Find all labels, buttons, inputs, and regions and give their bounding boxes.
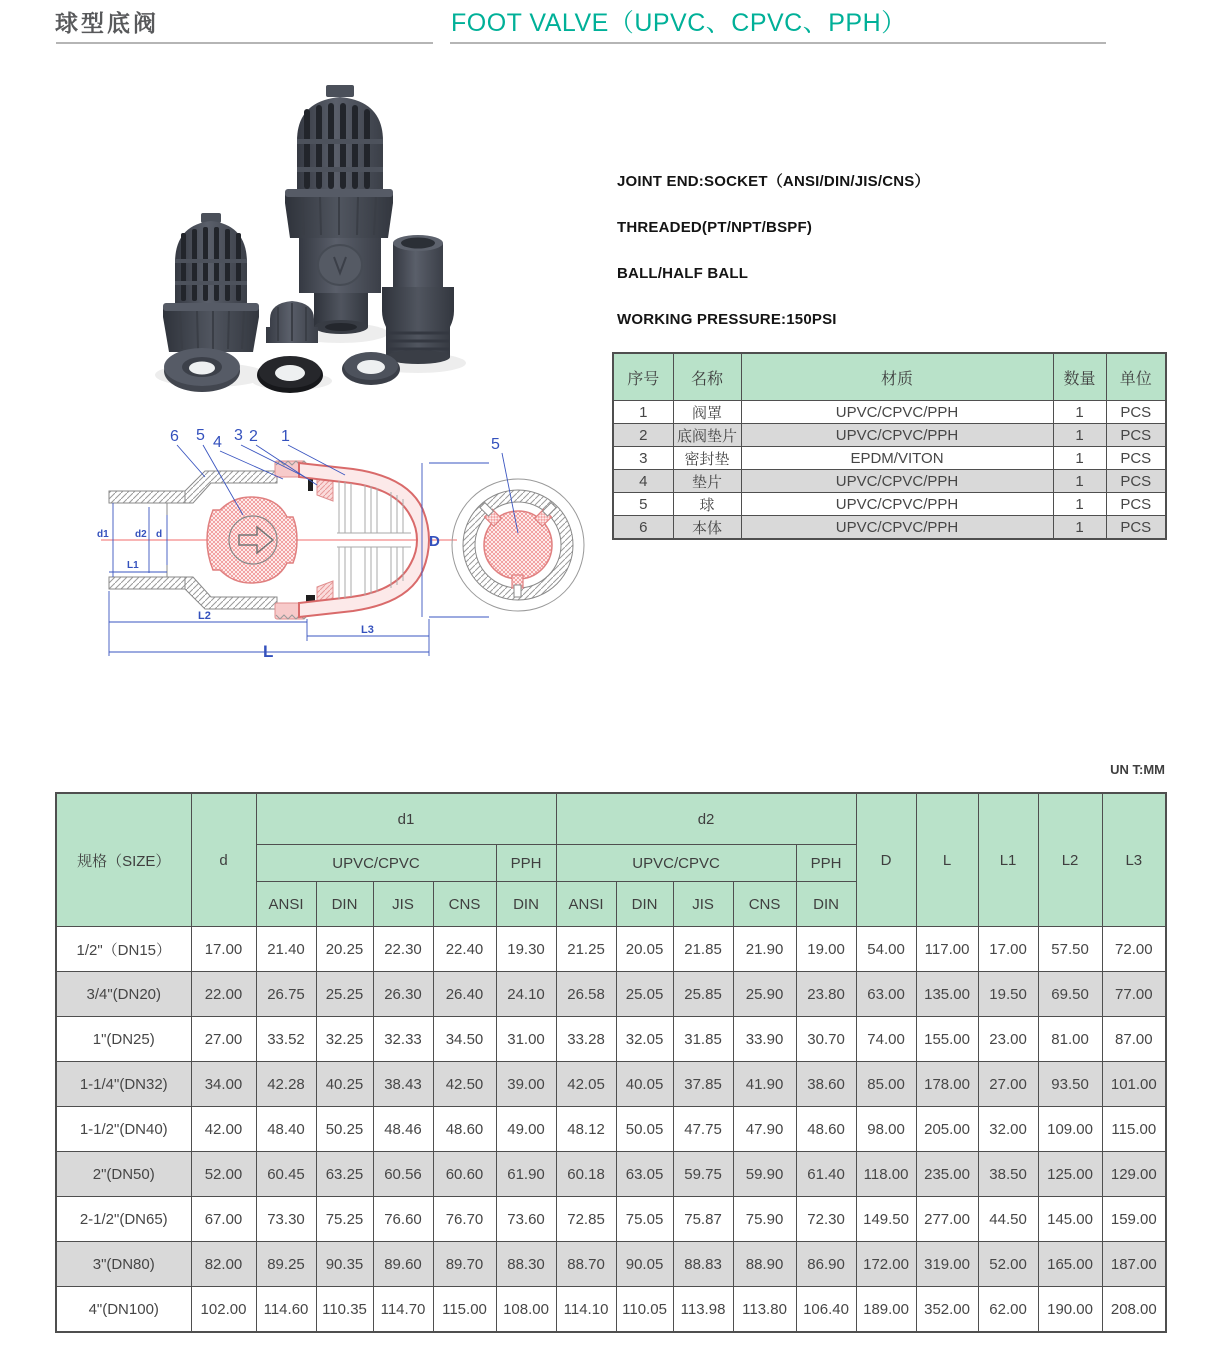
- photo-cap: [266, 301, 318, 343]
- parts-row-label: 3: [613, 447, 673, 470]
- drawing-cross-section: [97, 427, 489, 661]
- dimension-cell: 165.00: [1038, 1242, 1102, 1287]
- dimension-cell: 98.00: [856, 1107, 916, 1152]
- dimension-row-label: 2"(DN50): [56, 1152, 191, 1197]
- dimension-cell: 48.12: [556, 1107, 616, 1152]
- dimension-cell: 23.80: [796, 972, 856, 1017]
- dimension-cell: 352.00: [916, 1287, 978, 1333]
- dimension-table-row: [56, 1197, 1166, 1242]
- dim-header-standard: DIN: [616, 882, 673, 927]
- dimension-table: [55, 792, 1167, 1333]
- dimension-cell: 27.00: [978, 1062, 1038, 1107]
- header-divider-left: [56, 42, 433, 44]
- parts-header-qty: 数量: [1053, 353, 1106, 401]
- parts-cell: PCS: [1106, 424, 1166, 447]
- parts-row-label: 6: [613, 516, 673, 540]
- parts-row-label: 1: [613, 401, 673, 424]
- dimension-cell: 60.60: [433, 1152, 496, 1197]
- dim-header-d: d: [191, 793, 256, 927]
- dimension-cell: 34.50: [433, 1017, 496, 1062]
- parts-header-unit: 单位: [1106, 353, 1166, 401]
- dimension-cell: 34.00: [191, 1062, 256, 1107]
- dimension-cell: 48.40: [256, 1107, 316, 1152]
- dimension-cell: 32.05: [616, 1017, 673, 1062]
- parts-table-row: [613, 493, 1166, 516]
- dimension-cell: 54.00: [856, 927, 916, 972]
- dimension-cell: 19.50: [978, 972, 1038, 1017]
- dimension-cell: 75.05: [616, 1197, 673, 1242]
- dimension-cell: 31.85: [673, 1017, 733, 1062]
- parts-header-no: 序号: [613, 353, 673, 401]
- dim-header-standard: DIN: [796, 882, 856, 927]
- dim-label-d: d: [156, 529, 163, 540]
- dimension-table-row: [56, 1107, 1166, 1152]
- dimension-cell: 277.00: [916, 1197, 978, 1242]
- dimension-cell: 113.98: [673, 1287, 733, 1333]
- dim-header-d2-pph: PPH: [796, 845, 856, 882]
- dimension-cell: 76.70: [433, 1197, 496, 1242]
- dimension-cell: 89.70: [433, 1242, 496, 1287]
- dimension-cell: 109.00: [1038, 1107, 1102, 1152]
- parts-cell: 1: [1053, 516, 1106, 540]
- dimension-cell: 59.90: [733, 1152, 796, 1197]
- parts-cell: 1: [1053, 401, 1106, 424]
- dimension-cell: 88.30: [496, 1242, 556, 1287]
- dimension-cell: 125.00: [1038, 1152, 1102, 1197]
- photo-gasket-black-ring: [257, 356, 323, 393]
- parts-cell: 1: [1053, 470, 1106, 493]
- parts-cell: UPVC/CPVC/PPH: [741, 493, 1053, 516]
- dimension-cell: 114.70: [373, 1287, 433, 1333]
- dimension-cell: 41.90: [733, 1062, 796, 1107]
- dimension-cell: 50.05: [616, 1107, 673, 1152]
- dimension-cell: 159.00: [1102, 1197, 1166, 1242]
- dimension-cell: 110.35: [316, 1287, 373, 1333]
- parts-cell: EPDM/VITON: [741, 447, 1053, 470]
- dim-header-d1-pph: PPH: [496, 845, 556, 882]
- parts-cell: 垫片: [673, 470, 741, 493]
- dimension-cell: 75.90: [733, 1197, 796, 1242]
- dim-header-standard: DIN: [496, 882, 556, 927]
- dimension-cell: 205.00: [916, 1107, 978, 1152]
- dimension-cell: 85.00: [856, 1062, 916, 1107]
- parts-cell: PCS: [1106, 470, 1166, 493]
- dim-header-group-d2: d2: [556, 793, 856, 845]
- parts-table-header: [613, 353, 1166, 401]
- dimension-cell: 67.00: [191, 1197, 256, 1242]
- parts-cell: PCS: [1106, 447, 1166, 470]
- dimension-cell: 48.60: [433, 1107, 496, 1152]
- dim-header-standard: CNS: [433, 882, 496, 927]
- dim-header-group-d1: d1: [256, 793, 556, 845]
- dimension-cell: 21.90: [733, 927, 796, 972]
- dimension-cell: 90.05: [616, 1242, 673, 1287]
- dimension-cell: 88.70: [556, 1242, 616, 1287]
- part-label-6: 6: [170, 428, 179, 445]
- parts-header-material: 材质: [741, 353, 1053, 401]
- dimension-cell: 72.00: [1102, 927, 1166, 972]
- dimension-table-row: [56, 927, 1166, 972]
- dimension-cell: 47.75: [673, 1107, 733, 1152]
- parts-cell: 1: [1053, 447, 1106, 470]
- dimension-cell: 26.75: [256, 972, 316, 1017]
- dimension-cell: 110.05: [616, 1287, 673, 1333]
- dimension-cell: 208.00: [1102, 1287, 1166, 1333]
- dimension-cell: 21.25: [556, 927, 616, 972]
- dimension-cell: 38.43: [373, 1062, 433, 1107]
- dim-header-standard: JIS: [673, 882, 733, 927]
- spec-text-block: [617, 172, 1157, 356]
- dimension-cell: 178.00: [916, 1062, 978, 1107]
- dim-header-standard: JIS: [373, 882, 433, 927]
- dimension-cell: 33.90: [733, 1017, 796, 1062]
- dimension-cell: 81.00: [1038, 1017, 1102, 1062]
- dim-label-d2: d2: [135, 529, 147, 540]
- dimension-cell: 172.00: [856, 1242, 916, 1287]
- dim-header-D: D: [856, 793, 916, 927]
- parts-header-name: 名称: [673, 353, 741, 401]
- dim-header-standard: DIN: [316, 882, 373, 927]
- dim-header-standard: CNS: [733, 882, 796, 927]
- dimension-cell: 38.60: [796, 1062, 856, 1107]
- dimension-cell: 20.05: [616, 927, 673, 972]
- parts-cell: UPVC/CPVC/PPH: [741, 470, 1053, 493]
- dim-label-L3: L3: [361, 624, 374, 636]
- dimension-cell: 22.30: [373, 927, 433, 972]
- dimension-cell: 49.00: [496, 1107, 556, 1152]
- dimension-cell: 90.35: [316, 1242, 373, 1287]
- dimension-row-label: 1-1/4"(DN32): [56, 1062, 191, 1107]
- dimension-cell: 115.00: [1102, 1107, 1166, 1152]
- photo-gasket-disc: [164, 348, 240, 392]
- dimension-table-row: [56, 1152, 1166, 1197]
- dimension-cell: 60.56: [373, 1152, 433, 1197]
- dimension-cell: 24.10: [496, 972, 556, 1017]
- dimension-cell: 145.00: [1038, 1197, 1102, 1242]
- dim-header-standard: ANSI: [256, 882, 316, 927]
- dimension-table-row: [56, 1242, 1166, 1287]
- dimension-cell: 108.00: [496, 1287, 556, 1333]
- parts-row-label: 2: [613, 424, 673, 447]
- photo-gasket-gray-ring: [342, 352, 400, 385]
- dimension-cell: 101.00: [1102, 1062, 1166, 1107]
- part-label-2: 2: [249, 428, 258, 445]
- dim-label-D: D: [429, 533, 440, 550]
- dimension-cell: 117.00: [916, 927, 978, 972]
- technical-drawing: [55, 415, 605, 665]
- dimension-cell: 61.40: [796, 1152, 856, 1197]
- parts-cell: UPVC/CPVC/PPH: [741, 516, 1053, 540]
- dimension-cell: 37.85: [673, 1062, 733, 1107]
- dimension-cell: 106.40: [796, 1287, 856, 1333]
- dimension-cell: 60.45: [256, 1152, 316, 1197]
- dimension-cell: 21.40: [256, 927, 316, 972]
- dimension-cell: 93.50: [1038, 1062, 1102, 1107]
- dimension-cell: 189.00: [856, 1287, 916, 1333]
- dimension-cell: 114.60: [256, 1287, 316, 1333]
- page-title-zh: 球型底阀: [55, 10, 159, 36]
- spec-line-joint-end: JOINT END:SOCKET（ANSI/DIN/JIS/CNS）: [617, 173, 930, 190]
- dimension-cell: 17.00: [978, 927, 1038, 972]
- dim-header-L2: L2: [1038, 793, 1102, 927]
- parts-row-label: 5: [613, 493, 673, 516]
- dimension-cell: 26.30: [373, 972, 433, 1017]
- dimension-cell: 319.00: [916, 1242, 978, 1287]
- dimension-cell: 72.30: [796, 1197, 856, 1242]
- dim-header-L: L: [916, 793, 978, 927]
- spec-line-working-pressure: WORKING PRESSURE:150PSI: [617, 311, 837, 328]
- dimension-cell: 31.00: [496, 1017, 556, 1062]
- end-view-part-label-5: 5: [491, 436, 500, 453]
- spec-line-threaded: THREADED(PT/NPT/BSPF): [617, 219, 813, 236]
- parts-table-body: [613, 401, 1166, 540]
- dimension-cell: 74.00: [856, 1017, 916, 1062]
- page-title-en: FOOT VALVE（UPVC、CPVC、PPH）: [451, 9, 907, 37]
- dim-label-L1: L1: [127, 560, 139, 571]
- dimension-cell: 22.40: [433, 927, 496, 972]
- dimension-cell: 88.90: [733, 1242, 796, 1287]
- parts-cell: 本体: [673, 516, 741, 540]
- dimension-table-row: [56, 1062, 1166, 1107]
- photo-socket-adapter: [382, 235, 454, 364]
- dimension-cell: 129.00: [1102, 1152, 1166, 1197]
- dimension-cell: 63.00: [856, 972, 916, 1017]
- dimension-cell: 89.25: [256, 1242, 316, 1287]
- parts-cell: UPVC/CPVC/PPH: [741, 424, 1053, 447]
- dimension-cell: 73.30: [256, 1197, 316, 1242]
- dimension-table-row: [56, 1287, 1166, 1333]
- parts-table-row: [613, 401, 1166, 424]
- dim-label-d1: d1: [97, 529, 109, 540]
- dimension-cell: 149.50: [856, 1197, 916, 1242]
- dimension-cell: 26.40: [433, 972, 496, 1017]
- parts-cell: 密封垫: [673, 447, 741, 470]
- dimension-cell: 19.00: [796, 927, 856, 972]
- dimension-cell: 44.50: [978, 1197, 1038, 1242]
- dimension-cell: 47.90: [733, 1107, 796, 1152]
- dimension-cell: 77.00: [1102, 972, 1166, 1017]
- spec-line-ball: BALL/HALF BALL: [617, 265, 749, 282]
- parts-table-row: [613, 516, 1166, 540]
- parts-cell: UPVC/CPVC/PPH: [741, 401, 1053, 424]
- dimension-cell: 63.25: [316, 1152, 373, 1197]
- dimension-cell: 25.25: [316, 972, 373, 1017]
- dimension-table-header: [56, 793, 1166, 927]
- dimension-cell: 42.05: [556, 1062, 616, 1107]
- dimension-row-label: 4"(DN100): [56, 1287, 191, 1333]
- dimension-cell: 48.46: [373, 1107, 433, 1152]
- dimension-cell: 235.00: [916, 1152, 978, 1197]
- dimension-cell: 50.25: [316, 1107, 373, 1152]
- dimension-cell: 60.18: [556, 1152, 616, 1197]
- dimension-row-label: 3/4"(DN20): [56, 972, 191, 1017]
- dimension-cell: 25.05: [616, 972, 673, 1017]
- dimension-cell: 42.00: [191, 1107, 256, 1152]
- dimension-cell: 113.80: [733, 1287, 796, 1333]
- part-label-4: 4: [213, 434, 222, 451]
- dimension-cell: 22.00: [191, 972, 256, 1017]
- parts-cell: PCS: [1106, 493, 1166, 516]
- dimension-row-label: 2-1/2"(DN65): [56, 1197, 191, 1242]
- dimension-table-row: [56, 972, 1166, 1017]
- dimension-table-body: [56, 927, 1166, 1333]
- dimension-cell: 190.00: [1038, 1287, 1102, 1333]
- part-label-5: 5: [196, 427, 205, 444]
- dim-header-standard: ANSI: [556, 882, 616, 927]
- dimension-cell: 61.90: [496, 1152, 556, 1197]
- dimension-cell: 52.00: [978, 1242, 1038, 1287]
- dimension-cell: 76.60: [373, 1197, 433, 1242]
- dimension-cell: 42.28: [256, 1062, 316, 1107]
- dimension-cell: 75.25: [316, 1197, 373, 1242]
- dimension-cell: 32.33: [373, 1017, 433, 1062]
- dimension-cell: 21.85: [673, 927, 733, 972]
- dimension-cell: 26.58: [556, 972, 616, 1017]
- dim-header-size: 规格（SIZE）: [56, 793, 191, 927]
- dimension-cell: 25.90: [733, 972, 796, 1017]
- dim-label-L: L: [263, 642, 274, 661]
- dimension-cell: 27.00: [191, 1017, 256, 1062]
- dimension-row-label: 1/2"（DN15）: [56, 927, 191, 972]
- dimension-row-label: 1"(DN25): [56, 1017, 191, 1062]
- dimension-cell: 155.00: [916, 1017, 978, 1062]
- dim-header-d2-upvc: UPVC/CPVC: [556, 845, 796, 882]
- parts-cell: 阀罩: [673, 401, 741, 424]
- drawing-end-view: [452, 436, 584, 611]
- dimension-cell: 57.50: [1038, 927, 1102, 972]
- dimension-cell: 69.50: [1038, 972, 1102, 1017]
- dimension-cell: 20.25: [316, 927, 373, 972]
- dimension-cell: 42.50: [433, 1062, 496, 1107]
- dimension-cell: 40.05: [616, 1062, 673, 1107]
- dim-header-L3: L3: [1102, 793, 1166, 927]
- parts-table-row: [613, 447, 1166, 470]
- dimension-cell: 39.00: [496, 1062, 556, 1107]
- parts-cell: 1: [1053, 424, 1106, 447]
- dimension-row-label: 3"(DN80): [56, 1242, 191, 1287]
- photo-small-strainer-cage: [163, 213, 259, 352]
- dimension-cell: 38.50: [978, 1152, 1038, 1197]
- parts-cell: PCS: [1106, 401, 1166, 424]
- dimension-cell: 25.85: [673, 972, 733, 1017]
- dimension-cell: 73.60: [496, 1197, 556, 1242]
- parts-cell: PCS: [1106, 516, 1166, 540]
- dimension-cell: 135.00: [916, 972, 978, 1017]
- dimension-cell: 33.52: [256, 1017, 316, 1062]
- dim-header-d1-upvc: UPVC/CPVC: [256, 845, 496, 882]
- dimension-cell: 114.10: [556, 1287, 616, 1333]
- dimension-cell: 89.60: [373, 1242, 433, 1287]
- part-label-1: 1: [281, 428, 290, 445]
- dimension-cell: 19.30: [496, 927, 556, 972]
- parts-table-row: [613, 424, 1166, 447]
- dimension-cell: 102.00: [191, 1287, 256, 1333]
- dimension-cell: 32.00: [978, 1107, 1038, 1152]
- parts-cell: 球: [673, 493, 741, 516]
- dim-header-L1: L1: [978, 793, 1038, 927]
- dimension-cell: 187.00: [1102, 1242, 1166, 1287]
- dimension-cell: 86.90: [796, 1242, 856, 1287]
- dim-label-L2: L2: [198, 610, 211, 622]
- dimension-cell: 52.00: [191, 1152, 256, 1197]
- dimension-cell: 118.00: [856, 1152, 916, 1197]
- parts-row-label: 4: [613, 470, 673, 493]
- photo-large-foot-valve: [285, 85, 393, 334]
- header-divider-right: [450, 42, 1106, 44]
- dimension-cell: 59.75: [673, 1152, 733, 1197]
- parts-table-row: [613, 470, 1166, 493]
- dimension-cell: 87.00: [1102, 1017, 1166, 1062]
- dimension-cell: 30.70: [796, 1017, 856, 1062]
- dimension-table-row: [56, 1017, 1166, 1062]
- product-photo-illustration: [100, 75, 600, 420]
- dimension-cell: 62.00: [978, 1287, 1038, 1333]
- dimension-cell: 23.00: [978, 1017, 1038, 1062]
- dimension-cell: 75.87: [673, 1197, 733, 1242]
- dimension-cell: 32.25: [316, 1017, 373, 1062]
- unit-note: UN T:MM: [1110, 762, 1165, 777]
- parts-cell: 1: [1053, 493, 1106, 516]
- dimension-cell: 115.00: [433, 1287, 496, 1333]
- dimension-cell: 48.60: [796, 1107, 856, 1152]
- dimension-cell: 40.25: [316, 1062, 373, 1107]
- dimension-cell: 72.85: [556, 1197, 616, 1242]
- dimension-cell: 17.00: [191, 927, 256, 972]
- part-label-3: 3: [234, 427, 243, 444]
- dimension-cell: 88.83: [673, 1242, 733, 1287]
- dimension-cell: 33.28: [556, 1017, 616, 1062]
- dimension-cell: 63.05: [616, 1152, 673, 1197]
- parts-table: [612, 352, 1167, 540]
- dimension-cell: 82.00: [191, 1242, 256, 1287]
- parts-cell: 底阀垫片: [673, 424, 741, 447]
- dimension-row-label: 1-1/2"(DN40): [56, 1107, 191, 1152]
